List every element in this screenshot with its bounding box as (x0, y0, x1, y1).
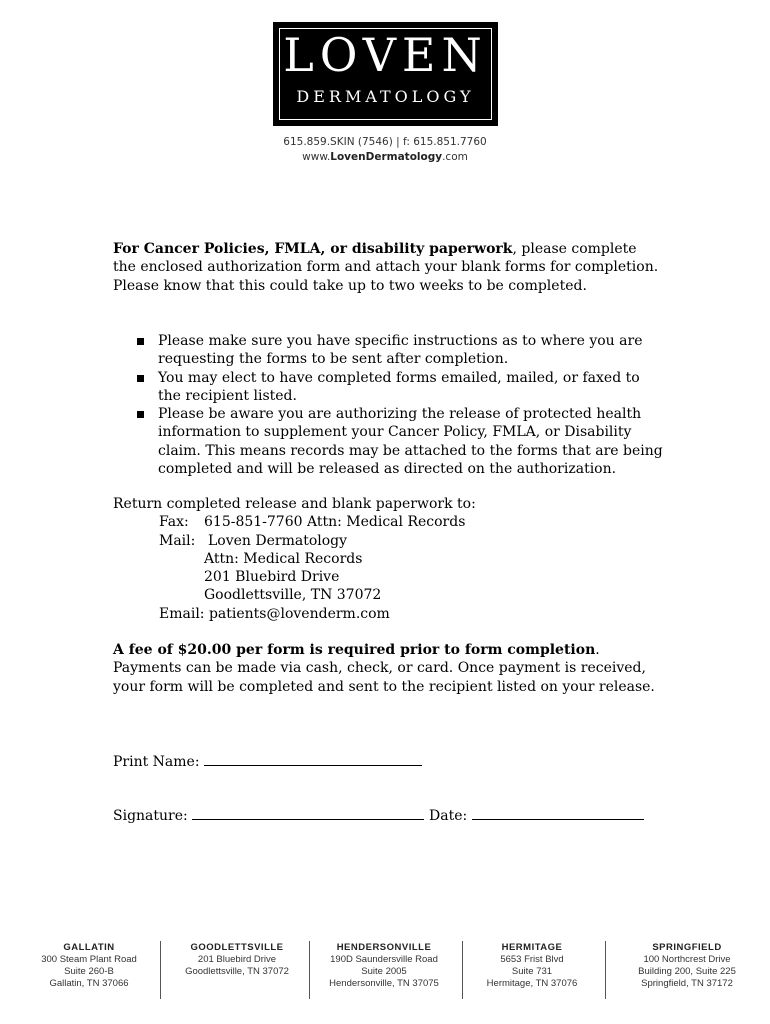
signature-input-line[interactable] (192, 805, 424, 820)
intro-rest: , please complete the enclosed authorization form and attach your blank forms for completion. Please know that this could take up to two weeks to be completed. (113, 241, 659, 294)
fee-paragraph (113, 641, 663, 696)
website-name: LovenDermatology (330, 151, 443, 163)
list-item-text: Please be aware you are authorizing the release of protected health information to supplement your Cancer Policy, FMLA, or Disability claim. This means records may be attached to the forms that are being completed and will be released as directed on the authorization. (158, 406, 663, 478)
contact-phones: 615.859.SKIN (7546) | f: 615.851.7760 (283, 136, 487, 148)
loven-dermatology-logo (273, 22, 498, 126)
fax-value: 615-851-7760 Attn: Medical Records (204, 514, 466, 531)
fee-bold: A fee of $20.00 per form is required prior to form completion (113, 642, 596, 658)
location-springfield (619, 941, 755, 990)
mail-row (113, 586, 663, 604)
footer-locations (25, 941, 755, 997)
location-line: Building 200, Suite 225 (638, 966, 736, 977)
website-suffix: .com (442, 151, 468, 163)
location-hendersonville (321, 941, 447, 990)
print-name-field (113, 751, 422, 770)
date-label: Date: (429, 808, 468, 824)
location-line: 300 Steam Plant Road (41, 954, 137, 965)
location-line: 100 Northcrest Drive (643, 954, 731, 965)
mail-row (113, 532, 663, 550)
logo-subtitle: DERMATOLOGY (296, 87, 475, 106)
contact-website (0, 151, 770, 163)
location-city: HERMITAGE (501, 942, 563, 953)
fee-rest: . Payments can be made via cash, check, or card. Once payment is received, your form will be completed and sent to the recipient listed on your release. (113, 642, 655, 695)
location-line: Goodlettsville, TN 37072 (185, 966, 289, 977)
date-input-line[interactable] (472, 805, 644, 820)
footer-divider (605, 941, 606, 999)
location-city: GOODLETTSVILLE (190, 942, 284, 953)
location-goodlettsville (175, 941, 299, 978)
date-field (429, 805, 644, 824)
location-line: Gallatin, TN 37066 (49, 978, 129, 989)
signature-field (113, 805, 424, 824)
fax-row (113, 513, 663, 531)
location-line: Suite 2005 (361, 966, 407, 977)
footer-divider (462, 941, 463, 999)
list-item (113, 332, 663, 369)
logo-name: LOVEN (283, 28, 488, 82)
location-hermitage (477, 941, 587, 990)
signature-label: Signature: (113, 808, 188, 824)
mail-row (113, 550, 663, 568)
instruction-list (113, 332, 663, 478)
intro-paragraph (113, 240, 663, 295)
list-item (113, 369, 663, 406)
bullet-square-icon (137, 375, 144, 382)
print-name-input-line[interactable] (204, 751, 422, 766)
location-line: Hermitage, TN 37076 (486, 978, 578, 989)
return-heading: Return completed release and blank paperwork to: (113, 496, 476, 512)
list-item-text: Please make sure you have specific instructions as to where you are requesting the forms to be sent after completion. (158, 333, 643, 368)
mail-row (113, 568, 663, 586)
location-line: 190D Saundersville Road (330, 954, 438, 965)
bullet-square-icon (137, 338, 144, 345)
footer-divider (309, 941, 310, 999)
location-line: Hendersonville, TN 37075 (329, 978, 439, 989)
return-instructions (113, 495, 663, 623)
location-line: Springfield, TN 37172 (641, 978, 733, 989)
location-line: 201 Bluebird Drive (197, 954, 277, 965)
website-prefix: www. (302, 151, 331, 163)
location-city: SPRINGFIELD (652, 942, 722, 953)
mail-line: Attn: Medical Records (204, 550, 363, 567)
mail-line: Goodlettsville, TN 37072 (204, 587, 382, 604)
location-line: Suite 260-B (64, 966, 114, 977)
location-city: GALLATIN (63, 942, 115, 953)
footer-divider (160, 941, 161, 999)
mail-line: Loven Dermatology (208, 532, 348, 549)
list-item-text: You may elect to have completed forms emailed, mailed, or faxed to the recipient listed. (158, 369, 640, 404)
location-line: Suite 731 (511, 966, 553, 977)
location-gallatin (25, 941, 153, 990)
fax-label: Fax: (159, 514, 189, 531)
mail-label: Mail: (159, 532, 196, 549)
location-line: 5653 Frist Blvd (500, 954, 564, 965)
email-row (113, 605, 663, 623)
intro-bold: For Cancer Policies, FMLA, or disability paperwork (113, 241, 513, 257)
location-city: HENDERSONVILLE (336, 942, 432, 953)
email-text: Email: patients@lovenderm.com (159, 605, 390, 622)
mail-line: 201 Bluebird Drive (204, 569, 340, 586)
bullet-square-icon (137, 411, 144, 418)
print-name-label: Print Name: (113, 754, 200, 770)
list-item (113, 405, 663, 478)
